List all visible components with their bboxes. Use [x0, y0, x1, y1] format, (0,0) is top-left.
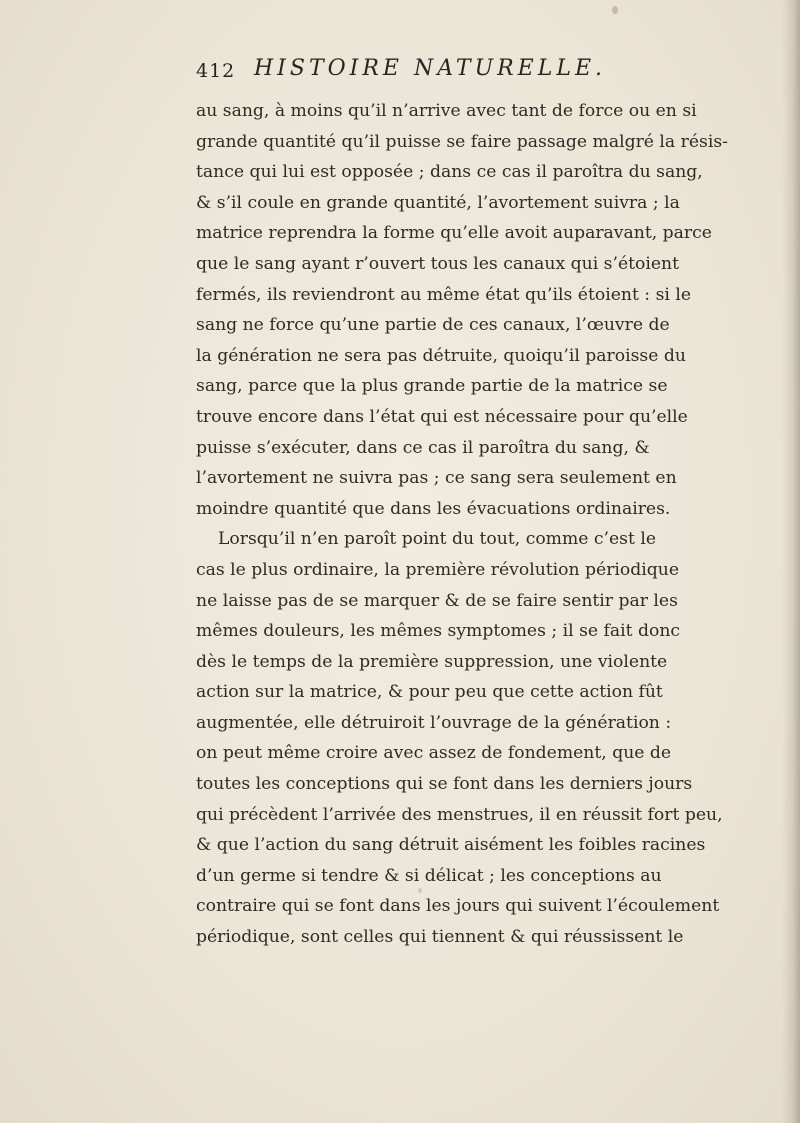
running-title: HISTOIRE NATURELLE. — [254, 56, 607, 81]
page-number: 412 — [196, 60, 236, 82]
text-line: la génération ne sera pas détruite, quoiqu’il paroisse du — [196, 345, 686, 366]
text-line: Lorsqu’il n’en paroît point du tout, comme c’est le — [218, 529, 657, 550]
text-line: moindre quantité que dans les évacuations ordinaires. — [196, 498, 671, 519]
paper-stain — [418, 888, 422, 893]
text-line: & s’il coule en grande quantité, l’avortement suivra ; la — [196, 192, 680, 213]
text-line: action sur la matrice, & pour peu que cette action fût — [196, 682, 663, 703]
page-edge-shadow — [782, 0, 800, 1123]
text-line: mêmes douleurs, les mêmes symptomes ; il se fait donc — [196, 621, 681, 642]
text-line: dès le temps de la première suppression, une violente — [196, 651, 668, 672]
page-header — [196, 56, 666, 90]
text-line: l’avortement ne suivra pas ; ce sang sera seulement en — [196, 468, 677, 489]
text-line: périodique, sont celles qui tiennent & qui réussissent le — [196, 927, 684, 948]
body-text — [196, 96, 728, 953]
text-line: grande quantité qu’il puisse se faire passage malgré la résis- — [196, 131, 728, 152]
text-line: trouve encore dans l’état qui est nécessaire pour qu’elle — [196, 406, 688, 427]
text-line: toutes les conceptions qui se font dans les derniers jours — [196, 774, 693, 795]
text-line: qui précèdent l’arrivée des menstrues, il en réussit fort peu, — [196, 804, 723, 825]
text-line: ne laisse pas de se marquer & de se faire sentir par les — [196, 590, 678, 611]
text-line: sang ne force qu’une partie de ces canaux, l’œuvre de — [196, 315, 670, 336]
text-line: fermés, ils reviendront au même état qu’ils étoient : si le — [196, 284, 692, 305]
text-line: & que l’action du sang détruit aisément les foibles racines — [196, 835, 706, 856]
text-line: contraire qui se font dans les jours qui suivent l’écoulement — [196, 896, 720, 917]
text-line: augmentée, elle détruiroit l’ouvrage de la génération : — [196, 712, 672, 733]
text-line: au sang, à moins qu’il n’arrive avec tant de force ou en si — [196, 101, 697, 121]
text-line: on peut même croire avec assez de fondement, que de — [196, 743, 672, 764]
text-line: sang, parce que la plus grande partie de la matrice se — [196, 376, 668, 397]
text-line: que le sang ayant r’ouvert tous les canaux qui s’étoient — [196, 253, 680, 274]
text-line: tance qui lui est opposée ; dans ce cas il paroîtra du sang, — [196, 162, 703, 183]
text-line: puisse s’exécuter, dans ce cas il paroîtra du sang, & — [196, 437, 650, 458]
text-line: cas le plus ordinaire, la première révolution périodique — [196, 559, 680, 580]
text-line: matrice reprendra la forme qu’elle avoit auparavant, parce — [196, 223, 712, 244]
text-line: d’un germe si tendre & si délicat ; les conceptions au — [196, 865, 662, 886]
paper-stain — [612, 6, 618, 14]
